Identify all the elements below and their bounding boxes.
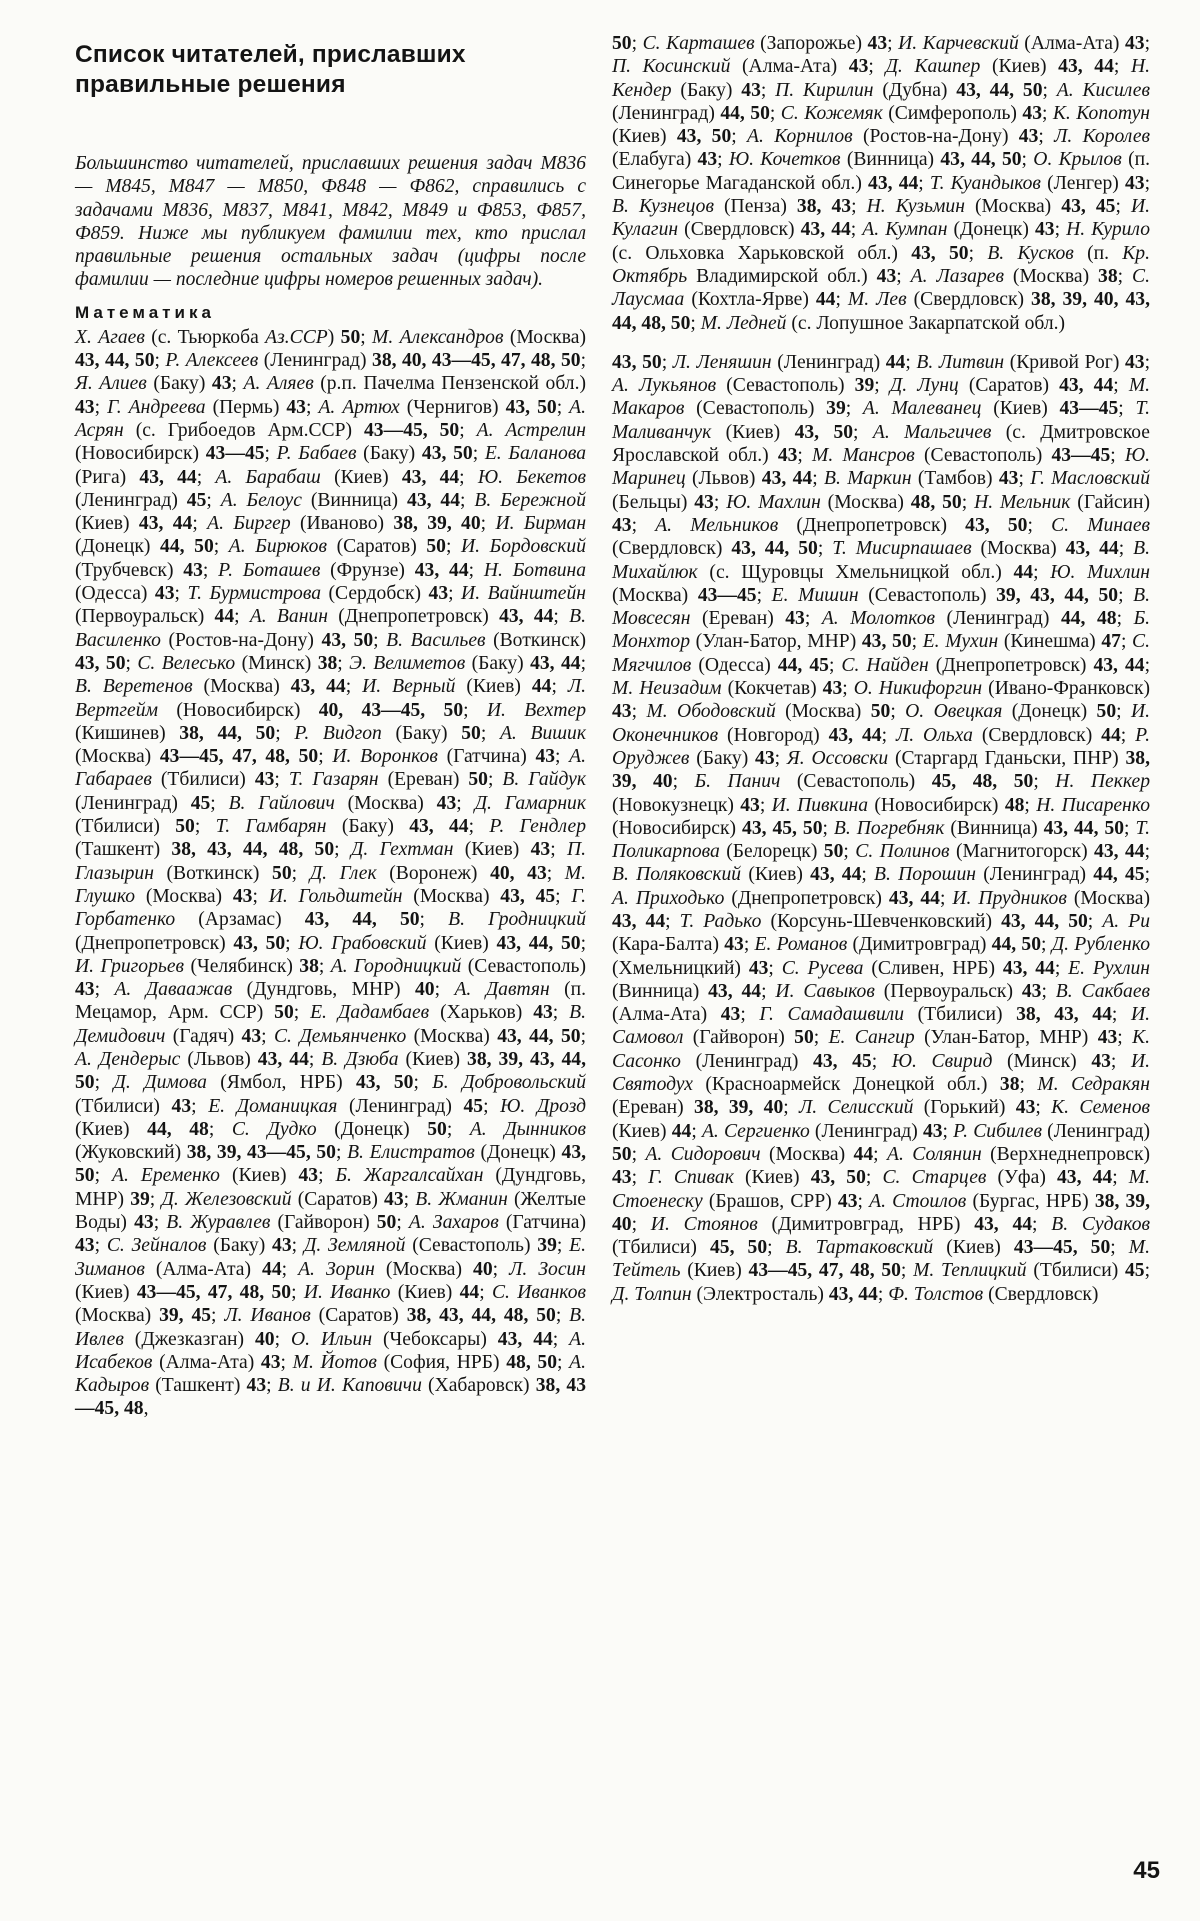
reader-list-right-top: 50; С. Карташев (Запорожье) 43; И. Карчевский (Алма-Ата) 43; П. Косинский (Алма-Ата) 43; Д. Кашпер (Киев) 43, 44; Н. Кендер (Баку) 43; П. Кирилин (Дубна) 43, 44, 50; А. Кисилев (Ленинград) 44, 50; С. Кожемяк (Симферополь) 43; К. Копотун (Киев) 43, 50; А. Корнилов (Ростов-на-Дону) 43; Л. Королев (Елабуга) 43; Ю. Кочетков (Винница) 43, 44, 50; О. Крылов (п. Синегорье Магаданской обл.) 43, 44; Т. Куандыков (Ленгер) 43; В. Кузнецов (Пенза) 38, 43; Н. Кузьмин (Москва) 43, 45; И. Кулагин (Свердловск) 43, 44; А. Кумпан (Донецк) 43; Н. Курило (с. Ольховка Харьковской обл.) 43, 50; В. Кусков (п. Кр. Октябрь Владимирской обл.) 43; А. Лазарев (Москва) 38; С. Лаусмаа (Кохтла-Ярве) 44; М. Лев (Свердловск) 38, 39, 40, 43, 44, 48, 50; М. Ледней (с. Лопушное Закарпатской обл.) <box>612 33 1151 334</box>
reader-list-left: Х. Агаев (с. Тьюркоба Аз.ССР) 50; М. Александров (Москва) 43, 44, 50; Р. Алексеев (Ленинград) 38, 40, 43—45, 47, 48, 50; Я. Алиев (Баку) 43; А. Аляев (р.п. Пачелма Пензенской обл.) 43; Г. Андреева (Пермь) 43; А. Артюх (Чернигов) 43, 50; А. Асрян (с. Грибоедов Арм.ССР) 43—45, 50; А. Астрелин (Новосибирск) 43—45; Р. Бабаев (Баку) 43, 50; Е. Баланова (Рига) 43, 44; А. Барабаш (Киев) 43, 44; Ю. Бекетов (Ленинград) 45; А. Белоус (Винница) 43, 44; В. Бережной (Киев) 43, 44; А. Биргер (Иваново) 38, 39, 40; И. Бирман (Донецк) 44, 50; А. Бирюков (Саратов) 50; И. Бордовский (Трубчевск) 43; Р. Боташев (Фрунзе) 43, 44; Н. Ботвина (Одесса) 43; Т. Бурмистрова (Сердобск) 43; И. Вайнштейн (Первоуральск) 44; А. Ванин (Днепропетровск) 43, 44; В. Василенко (Ростов-на-Дону) 43, 50; В. Васильев (Воткинск) 43, 50; С. Велесько (Минск) 38; Э. Велиметов (Баку) 43, 44; В. Веретенов (Москва) 43, 44; И. Верный (Киев) 44; Л. Вертгейм (Новосибирск) 40, 43—45, 50; И. Вехтер (Кишинев) 38, 44, 50; Р. Видгоп (Баку) 50; А. Вишик (Москва) 43—45, 47, 48, 50; И. Воронков (Гатчина) 43; А. Габараев (Тбилиси) 43; Т. Газарян (Ереван) 50; В. Гайдук (Ленинград) 45; В. Гайлович (Москва) 43; Д. Гамарник (Тбилиси) 50; Т. Гамбарян (Баку) 43, 44; Р. Гендлер (Ташкент) 38, 43, 44, 48, 50; Д. Гехтман (Киев) 43; П. Глазырин (Воткинск) 50; Д. Глек (Воронеж) 40, 43; М. Глушко (Москва) 43; И. Гольдштейн (Москва) 43, 45; Г. Горбатенко (Арзамас) 43, 44, 50; В. Гродницкий (Днепропетровск) 43, 50; Ю. Грабовский (Киев) 43, 44, 50; И. Григорьев (Челябинск) 38; А. Городницкий (Севастополь) 43; А. Даваажав (Дундговь, МНР) 40; А. Давтян (п. Мецамор, Арм. ССР) 50; Е. Дадамбаев (Харьков) 43; В. Демидович (Гадяч) 43; С. Демьянченко (Москва) 43, 44, 50; А. Дендерыс (Львов) 43, 44; В. Дзюба (Киев) 38, 39, 43, 44, 50; Д. Димова (Ямбол, НРБ) 43, 50; Б. Добровольский (Тбилиси) 43; Е. Доманицкая (Ленинград) 45; Ю. Дрозд (Киев) 44, 48; С. Дудко (Донецк) 50; А. Дынников (Жуковский) 38, 39, 43—45, 50; В. Елистратов (Донецк) 43, 50; А. Еременко (Киев) 43; Б. Жаргалсайхан (Дундговь, МНР) 39; Д. Железовский (Саратов) 43; В. Жманин (Желтые Воды) 43; В. Журавлев (Гайворон) 50; А. Захаров (Гатчина) 43; С. Зейналов (Баку) 43; Д. Земляной (Севастополь) 39; Е. Зиманов (Алма-Ата) 44; А. Зорин (Москва) 40; Л. Зосин (Киев) 43—45, 47, 48, 50; И. Иванко (Киев) 44; С. Иванков (Москва) 39, 45; Л. Иванов (Саратов) 38, 43, 44, 48, 50; В. Ивлев (Джезказган) 40; О. Ильин (Чебоксары) 43, 44; А. Исабеков (Алма-Ата) 43; М. Йотов (София, НРБ) 48, 50; А. Кадыров (Ташкент) 43; В. и И. Каповичи (Хабаровск) 38, 43—45, 48, <box>75 326 587 1420</box>
article-title: Список читателей, приславших правильные решения <box>75 41 466 98</box>
page-number: 45 <box>1133 1857 1160 1884</box>
right-column <box>612 32 1150 1306</box>
reader-list-right-bottom: 43, 50; Л. Леняшин (Ленинград) 44; В. Литвин (Кривой Рог) 43; А. Лукьянов (Севастополь) 39; Д. Лунц (Саратов) 43, 44; М. Макаров (Севастополь) 39; А. Малеванец (Киев) 43—45; Т. Маливанчук (Киев) 43, 50; А. Мальгичев (с. Дмитровское Ярославской обл.) 43; М. Мансров (Севастополь) 43—45; Ю. Маринец (Львов) 43, 44; В. Маркин (Тамбов) 43; Г. Масловский (Бельцы) 43; Ю. Махлин (Москва) 48, 50; Н. Мельник (Гайсин) 43; А. Мельников (Днепропетровск) 43, 50; С. Минаев (Свердловск) 43, 44, 50; Т. Мисирпашаев (Москва) 43, 44; В. Михайлюк (с. Щуровцы Хмельницкой обл.) 44; Ю. Михлин (Москва) 43—45; Е. Мишин (Севастополь) 39, 43, 44, 50; В. Мовсесян (Ереван) 43; А. Молотков (Ленинград) 44, 48; Б. Монхтор (Улан-Батор, МНР) 43, 50; Е. Мухин (Кинешма) 47; С. Мягчилов (Одесса) 44, 45; С. Найден (Днепропетровск) 43, 44; М. Неизадим (Кокчетав) 43; О. Никифоргин (Ивано-Франковск) 43; М. Ободовский (Москва) 50; О. Овецкая (Донецк) 50; И. Оконечников (Новгород) 43, 44; Л. Ольха (Свердловск) 44; Р. Оруджев (Баку) 43; Я. Оссовски (Старгард Гданьски, ПНР) 38, 39, 40; Б. Панич (Севастополь) 45, 48, 50; Н. Пеккер (Новокузнецк) 43; И. Пивкина (Новосибирск) 48; Н. Писаренко (Новосибирск) 43, 45, 50; В. Погребняк (Винница) 43, 44, 50; Т. Поликарпова (Белорецк) 50; С. Полинов (Магнитогорск) 43, 44; В. Поляковский (Киев) 43, 44; В. Порошин (Ленинград) 44, 45; А. Приходько (Днепропетровск) 43, 44; И. Прудников (Москва) 43, 44; Т. Радько (Корсунь-Шевченковский) 43, 44, 50; А. Ри (Кара-Балта) 43; Е. Романов (Димитровград) 44, 50; Д. Рубленко (Хмельницкий) 43; С. Русева (Сливен, НРБ) 43, 44; Е. Рухлин (Винница) 43, 44; И. Савыков (Первоуральск) 43; В. Сакбаев (Алма-Ата) 43; Г. Самадашвили (Тбилиси) 38, 43, 44; И. Самовол (Гайворон) 50; Е. Сангир (Улан-Батор, МНР) 43; К. Сасонко (Ленинград) 43, 45; Ю. Свирид (Минск) 43; И. Святодух (Красноармейск Донецкой обл.) 38; М. Седракян (Ереван) 38, 39, 40; Л. Селисский (Горький) 43; К. Семенов (Киев) 44; А. Сергиенко (Ленинград) 43; Р. Сибилев (Ленинград) 50; А. Сидорович (Москва) 44; А. Солянин (Верхнеднепровск) 43; Г. Спивак (Киев) 43, 50; С. Старцев (Уфа) 43, 44; М. Стоенеску (Брашов, СРР) 43; А. Стоилов (Бургас, НРБ) 38, 39, 40; И. Стоянов (Димитровград, НРБ) 43, 44; В. Судаков (Тбилиси) 45, 50; В. Тартаковский (Киев) 43—45, 50; М. Тейтель (Киев) 43—45, 47, 48, 50; М. Теплицкий (Тбилиси) 45; Д. Толпин (Электросталь) 43, 44; Ф. Толстов (Свердловск) <box>612 351 1151 1305</box>
left-column <box>75 32 586 1421</box>
intro-paragraph: Большинство читателей, приславших решения задач М836 — М845, М847 — М850, Ф848 — Ф862, справились с задачами М836, М837, М841, М842, М849 и Ф853, Ф857, Ф859. Ниже мы публикуем фамилии тех, кто прислал правильные решения остальных задач (цифры после фамилии — последние цифры номеров решенных задач). <box>75 153 586 291</box>
section-heading: Математика <box>75 302 215 322</box>
paragraph-gap <box>612 335 1150 351</box>
